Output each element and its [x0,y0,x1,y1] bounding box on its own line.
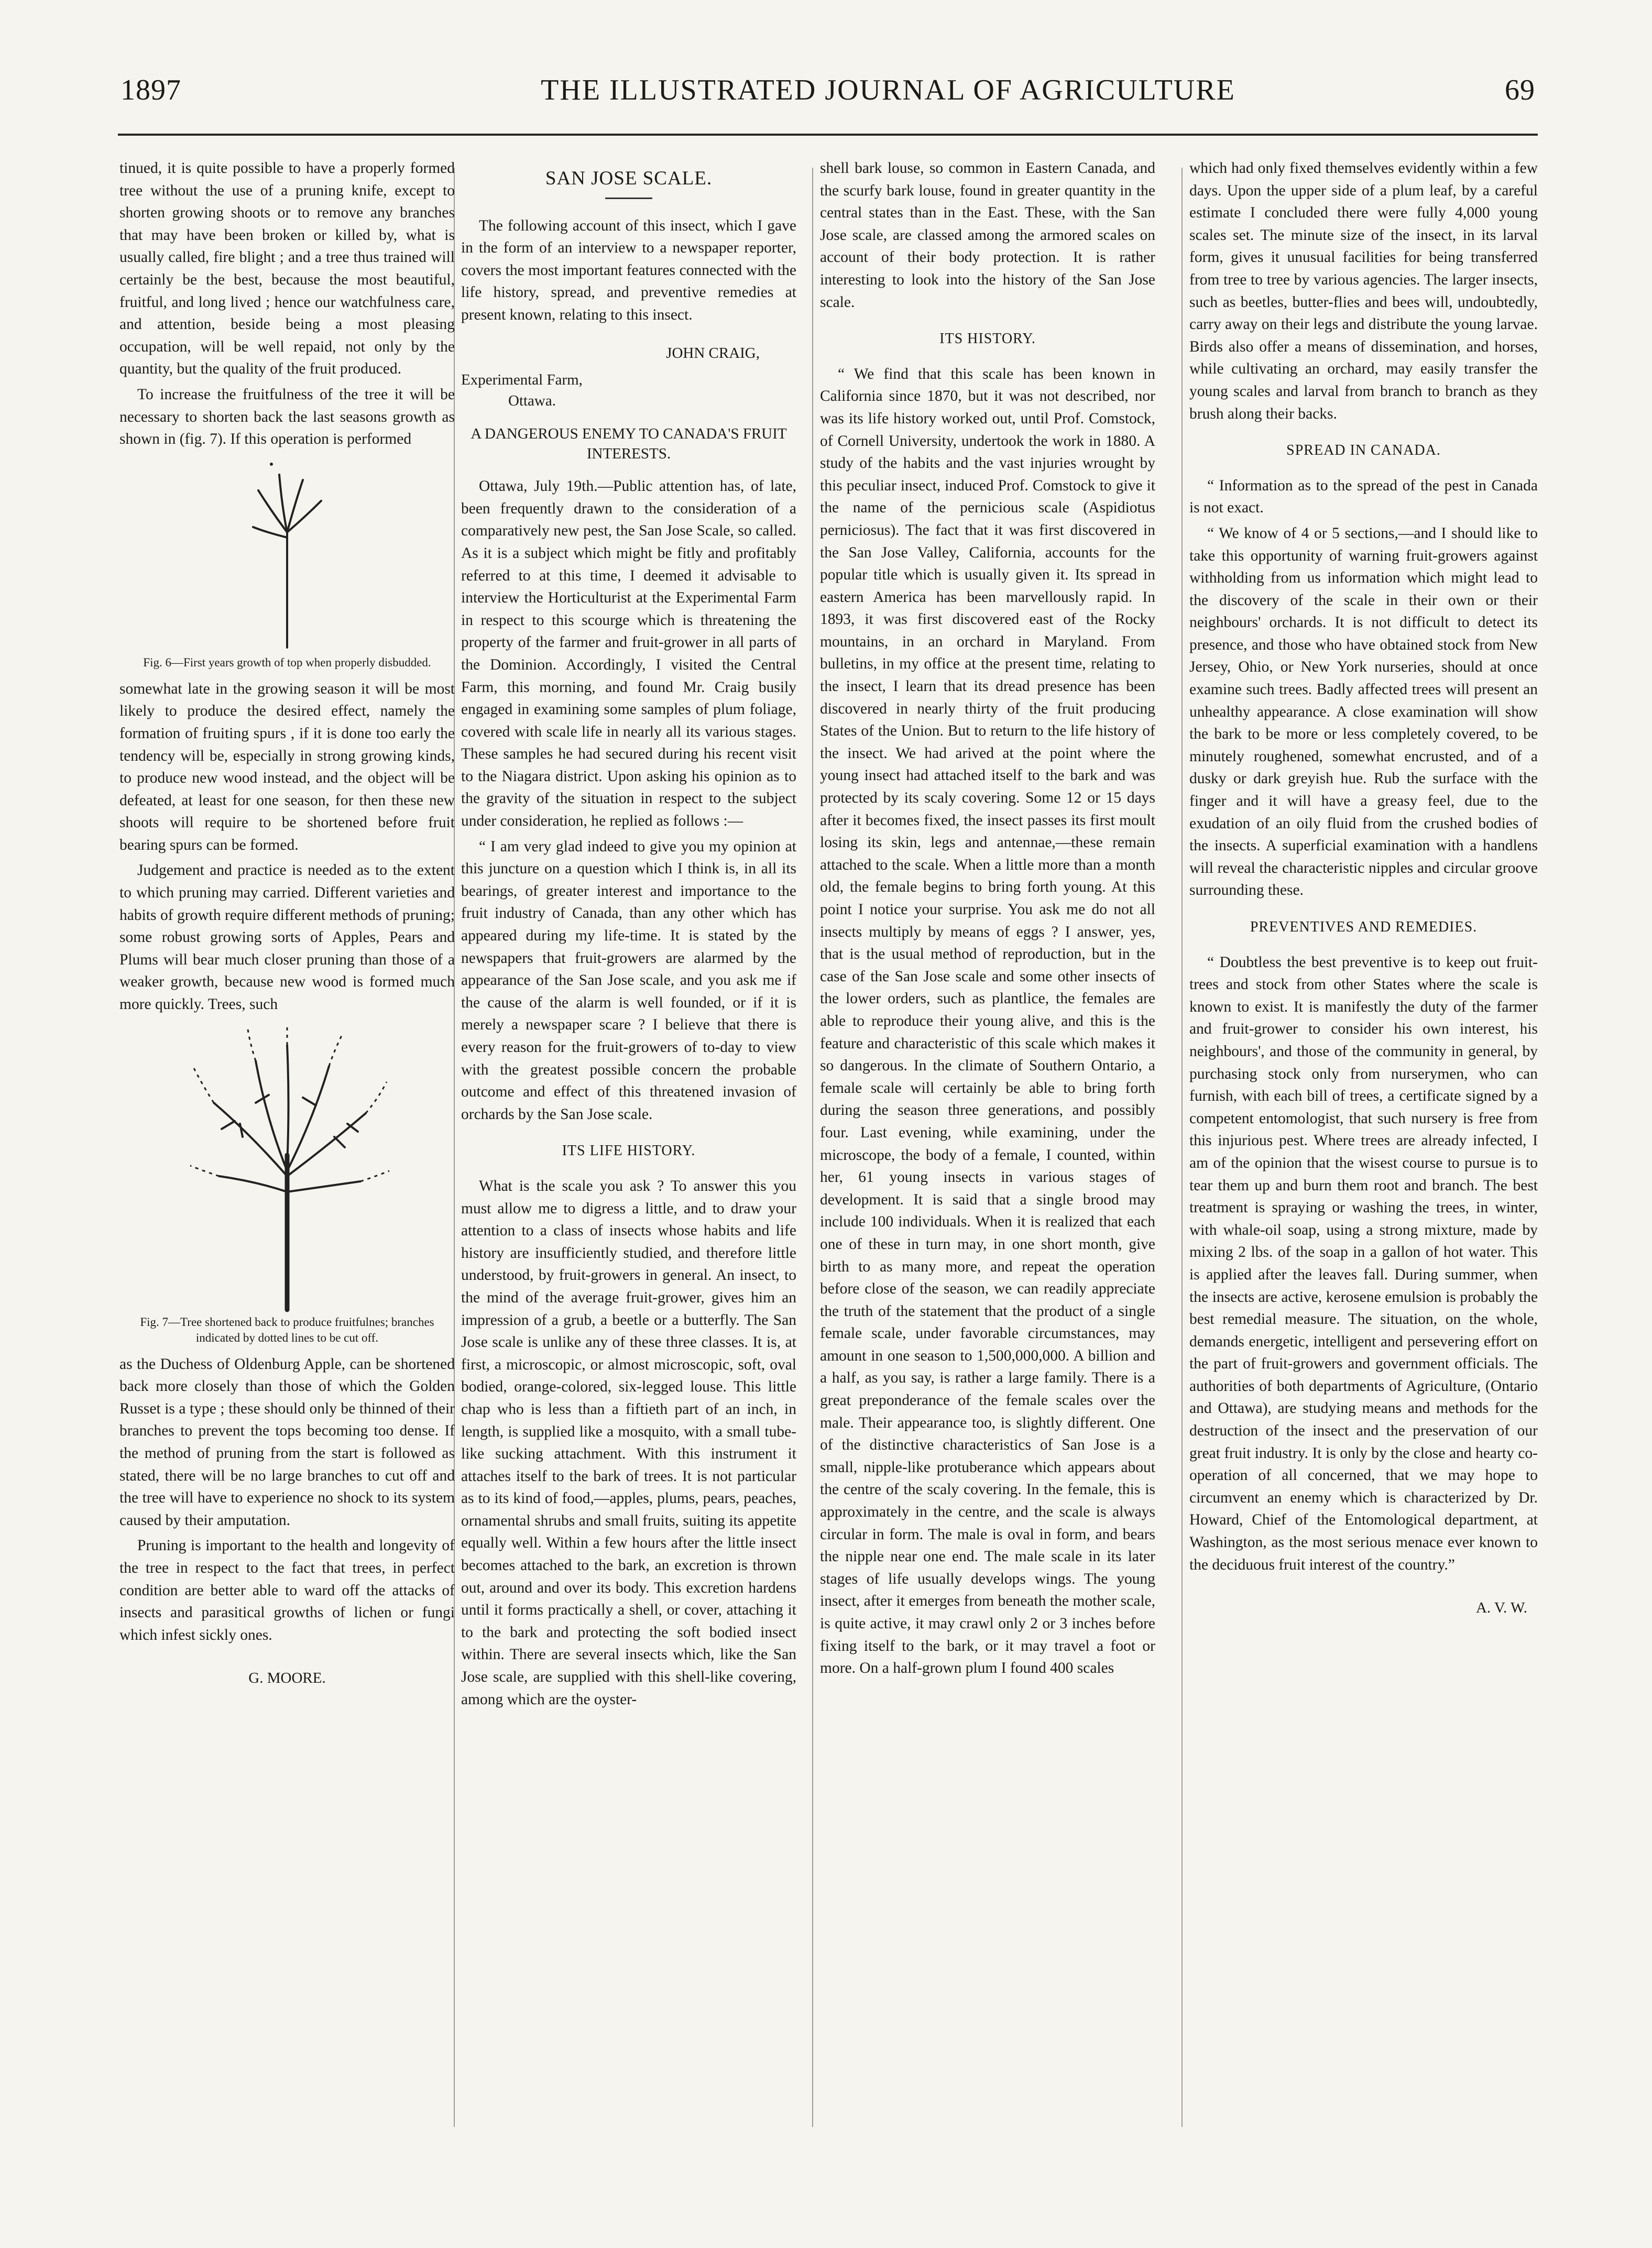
column-4 [1189,157,1538,2179]
location-line: Experimental Farm, [461,371,583,389]
figure-6 [119,454,455,653]
article-title: SAN JOSE SCALE. [545,168,713,189]
page-header [121,73,1535,120]
paragraph: Ottawa, July 19th.—Public attention has, of late, been frequently drawn to the consideration of a comparatively new pest, the San Jose Scale, so called. As it is a subject which might be fitly and profitably referred to at this time, I deemed it advisable to interview the Horticulturist at the Experimental Farm in respect to this scourge which is threatening the property of the farmer and fruit-grower in all parts of the Dominion. Accordingly, I visited the Central Farm, this morning, and found Mr. Craig busily engaged in examining some samples of plum foliage, covered with scale life in nearly all its various stages. These samples he had secured during his recent visit to the Niagara district. Upon asking his opinion as to the gravity of the situation in respect to the subject under consideration, he replied as follows :— [461,478,796,830]
location-line: Ottawa. [508,392,556,410]
section-heading: ITS HISTORY. [939,331,1036,347]
page-number: 69 [1505,74,1535,106]
column-2 [461,157,796,2179]
author-signature: G. MOORE. [248,1670,326,1687]
paragraph: What is the scale you ask ? To answer this you must allow me to digress a little, and to draw your attention to a class of insects whose habits and life history are insufficiently studied, and therefore little understood, by fruit-growers in general. An insect, to the mind of the average fruit-grower, gives him an impression of a grub, a beetle or a butterfly. The San Jose scale is unlike any of these three classes. It is, at first, a microscopic, or almost microscopic, soft, oval bodied, orange-colored, six-legged louse. This little chap who is less than a fiftieth part of an inch, in length, is supplied like a mosquito, with a small tube-like sucking attachment. With this instrument it attaches itself to the bark of trees. It is not particular as to its kind of food,—apples, plums, pears, peaches, ornamental shrubs and small fruits, suiting its appetite equally well. Within a few hours after the little insect becomes attached to the bark, an excretion is thrown out, around and over its body. This excretion hardens until it forms practically a shell, or cover, attaching it to the bark and protecting the soft bodied insect within. There are several insects which, like the San Jose scale, are supplied with this shell-like covering, among which are the oyster- [461,1177,796,1708]
article-subheading: A DANGEROUS ENEMY TO CANADA'S FRUIT INTERESTS. [471,425,787,463]
paragraph: somewhat late in the growing season it will be most likely to produce the desired effect, namely the formation of fruiting spurs , if it is done too early the tendency will be, especially in strong growing kinds, to produce new wood instead, and the object will be defeated, at least for one season, for then these new shoots will require to be shortened before fruit bearing spurs can be formed. [119,680,455,853]
paragraph: Pruning is important to the health and longevity of the tree in respect to the fact that trees, in perfect condition are better able to ward off the attacks of insects and parasitical growths of lichen or fungi which infest sickly ones. [119,1537,455,1643]
paragraph: shell bark louse, so common in Eastern Canada, and the scurfy bark louse, found in greater quantity in the central states than in the East. These, with the San Jose scale, are classed among the armored scales on account of their body protection. It is rather interesting to look into the history of the San Jose scale. [820,160,1155,311]
paragraph: To increase the fruitfulness of the tree it will be necessary to shorten back the last seasons growth as shown in (fig. 7). If this operation is performed [119,386,455,448]
paragraph: which had only fixed themselves evidently within a few days. Upon the upper side of a plum leaf, by a careful estimate I concluded there were fully 4,000 young scales set. The minute size of the insect, in its larval form, gives it unusual facilities for being transferred from tree to tree by various agencies. The larger insects, such as beetles, butter-flies and bees will, undoubtedly, carry away on their legs and distribute the young larvae. Birds also offer a means of dissemination, and horses, while cultivating an orchard, may easily transfer the young scales and larval from branch to branch as they brush along their backs. [1189,160,1538,422]
section-heading: SPREAD IN CANADA. [1286,442,1441,459]
paragraph: “ I am very glad indeed to give you my opinion at this juncture on a question which I think is, in all its bearings, of greater interest and importance to the fruit industry of Canada, than any other which has appeared during my life-time. It is stated by the newspapers that fruit-growers are alarmed by the appearance of the San Jose scale, and you ask me if the cause of the alarm is well founded, or if it is merely a newspaper scare ? I believe that there is every reason for the fruit-growers of to-day to view with the greatest possible concern the probable outcome and effect of this threatened invasion of orchards by the San Jose scale. [461,838,796,1123]
paragraph: tinued, it is quite possible to have a properly formed tree without the use of a pruning knife, except to shorten growing shoots or to remove any branches that may have been broken or killed by, what is usually called, fire blight ; and a tree thus trained will certainly be the best, because the most beautiful, fruitful, and long lived ; hence our watchfulness care, and attention, beside being a most pleasing occupation, will be well repaid, not only by the quantity, but the quality of the fruit produced. [119,160,455,378]
journal-title: THE ILLUSTRATED JOURNAL OF AGRICULTURE [541,74,1235,106]
author-signature: JOHN CRAIG, [666,344,760,361]
column-1 [119,157,455,2179]
paragraph: Judgement and practice is needed as to the extent to which pruning may carried. Different varieties and habits of growth require different methods of pruning; some robust growing sorts of Apples, Pears and Plums will bear much closer pruning than those of a weaker growth, because new wood is formed much more quickly. Trees, such [119,862,455,1013]
author-location [461,369,796,411]
section-heading: PREVENTIVES AND REMEDIES. [1250,919,1478,935]
section-heading: ITS LIFE HISTORY. [562,1143,696,1159]
figure-caption: Fig. 6—First years growth of top when properly disbudded. [143,655,431,669]
pruned-tree-illustration [177,1019,397,1312]
paragraph: “ Information as to the spread of the pest in Canada is not exact. [1189,477,1538,517]
author-signature: A. V. W. [1475,1599,1527,1617]
paragraph: “ Doubtless the best preventive is to keep out fruit-trees and stock from other States where the scale is known to exist. It is manifestly the duty of the farmer and fruit-grower to consider his own interest, his neighbours', and those of the community in general, by purchasing stock only from nurserymen, who can furnish, with each bill of trees, a certificate signed by a competent entomologist, that such nursery is free from this injurious pest. Where trees are already infected, I am of the opinion that the wisest course to pursue is to tear them up and burn them root and branch. The best treatment is spraying or washing the trees, in winter, with whale-oil soap, using a strong mixture, made by mixing 2 lbs. of the soap in a gallon of hot water. This is applied after the leaves fall. During summer, when the insects are active, kerosene emulsion is probably the best remedial measure. The situation, on the whole, demands energetic, intelligent and persevering effort on the part of fruit-growers and government officials. The authorities of both departments of Agriculture, (Ontario and Ottawa), are studying means and methods for the destruction of the insect and the preservation of our great fruit industry. It is only by the close and hearty co-operation of all concerned, that we may hope to circumvent an enemy which is characterized by Dr. Howard, Chief of the Entomological department, at Washington, as the most serious menace ever known to the deciduous fruit interest of the country.” [1189,953,1538,1573]
paragraph: “ We know of 4 or 5 sections,—and I should like to take this opportunity of warning fruit-growers against withholding from us information which might lead to the discovery of the scale in their own or their neighbours' orchards. It is not difficult to detect its presence, and those who have obtained stock from New Jersey, Ohio, or New York nurseries, should at once examine such trees. Badly affected trees will present an unhealthy appearance. A close examination will show the bark to be more or less completely covered, to be minutely roughened, somewhat encrusted, and of a dusky or dark greyish hue. Rub the surface with the finger and it will have a greasy feel, due to the exudation of an oily fluid from the crushed bodies of the insects. A superficial examination with a handlens will reveal the characteristic nipples and circular groove surrounding these. [1189,524,1538,899]
paragraph: The following account of this insect, which I gave in the form of an interview to a newspaper reporter, covers the most important features connected with the life history, spread, and preventive remedies at present known, relating to this insect. [461,217,796,323]
young-tree-illustration [209,454,366,653]
column-3 [820,157,1155,2179]
column-divider [812,168,813,2127]
paragraph: as the Duchess of Oldenburg Apple, can be shortened back more closely than those of which the Golden Russet is a type ; these should only be thinned of their branches to prevent the tops becoming too dense. If the method of pruning from the start is followed as stated, there will be no large branches to cut off and the tree will have to experience no shock to its system caused by their amputation. [119,1355,455,1529]
header-year: 1897 [121,74,181,106]
paragraph: “ We find that this scale has been known in California since 1870, but it was not described, nor was its life history worked out, until Prof. Comstock, of Cornell University, undertook the work in 1880. A study of the habits and the vast injuries wrought by this peculiar insect, induced Prof. Comstock to give it the name of the pernicious scale (Aspidiotus perniciosus). The fact that it was first discovered in the San Jose Valley, California, accounts for the popular title which is usually given it. Its spread in eastern America has been marvellously rapid. In 1893, it was first discovered east of the Rocky mountains, in an orchard in Maryland. From bulletins, in my office at the present time, relating to the insect, I learn that its dread presence has been discovered in nearly thirty of the fruit producing States of the Union. But to return to the life history of the insect. We had arived at the point where the young insect had attached itself to the bark and was protected by its scaly covering. Some 12 or 15 days after it becomes fixed, the insect passes its first moult losing its skin, legs and antennae,—these remain attached to the scale. When a little more than a month old, the female begins to bring forth young. At this point I notice your surprise. You ask me do not all insects multiply by means of eggs ? I answer, yes, that is the usual method of reproduction, but in the case of the San Jose scale and some other insects of the lower orders, such as plantlice, the females are able to reproduce their young alive, and this is the feature and characteristic of this scale which makes it so dangerous. In the climate of Southern Ontario, a female scale will certainly be able to bring forth during the season three generations, and possibly four. Last evening, while examining, under the microscope, the body of a female, I counted, within her, 61 young insects in various stages of development. It is said that a single brood may include 100 individuals. When it is realized that each one of these in turn may, in one short month, give birth to as many more, and repeat the operation before close of the season, we can readily appreciate the truth of the statement that the product of a single female scale, under favorable circumstances, may amount in one season to 1,500,000,000. A billion and a half, as you say, is rather a large family. There is a great preponderance of the female scales over the male. Their appearance too, is slightly different. One of the distinctive characteristics of San Jose is a small, nipple-like protuberance which appears about the centre of the scaly covering. In the female, this is approximately in the centre, and the scale is always circular in form. The male is oval in form, and bears the nipple near one end. The male scale in its later stages of life usually develops wings. The young insect, after it emerges from beneath the mother scale, is quite active, it may crawl only 2 or 3 inches before fixing itself to the bark, or it may travel a foot or more. On a half-grown plum I found 400 scales [820,365,1155,1677]
column-divider [1181,168,1183,2127]
header-rule [118,134,1538,136]
figure-7 [119,1019,455,1312]
figure-caption: Fig. 7—Tree shortened back to produce fruitfulnes; branches indicated by dotted lines to be cut off. [140,1315,434,1344]
title-rule [605,198,652,199]
